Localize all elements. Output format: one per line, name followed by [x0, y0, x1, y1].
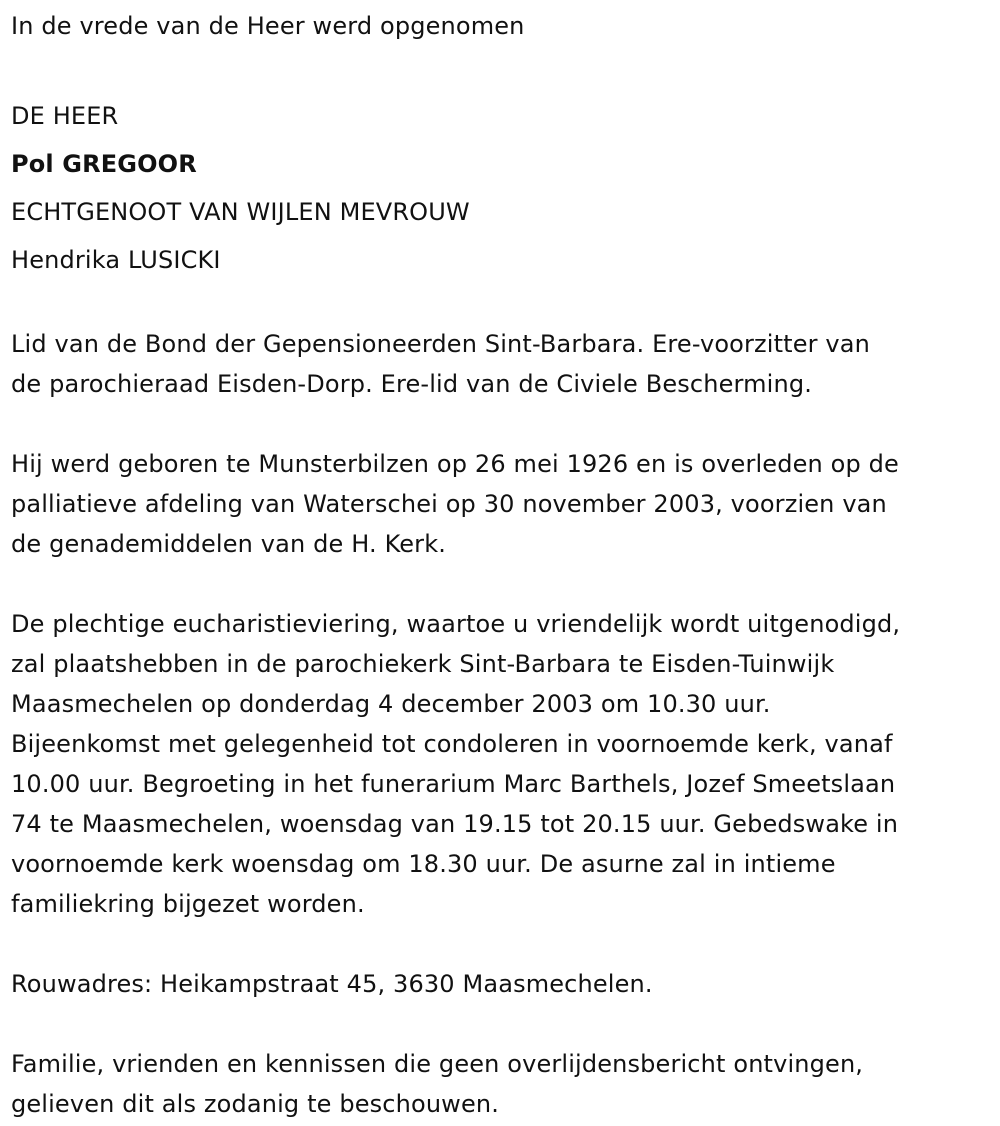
spacer: [11, 1004, 991, 1044]
opening-line: In de vrede van de Heer werd opgenomen: [11, 12, 525, 40]
title-prefix: DE HEER: [11, 102, 119, 130]
mourning-address: Rouwadres: Heikampstraat 45, 3630 Maasmechelen.: [11, 970, 653, 998]
ceremony-line: 74 te Maasmechelen, woensdag van 19.15 tot 20.15 uur. Gebedswake in: [11, 810, 899, 838]
ceremony-line: voornoemde kerk woensdag om 18.30 uur. De asurne zal in intieme: [11, 850, 836, 878]
ceremony-paragraph: [11, 604, 991, 924]
spacer: [11, 924, 991, 964]
memberships-line: de parochieraad Eisden-Dorp. Ere-lid van de Civiele Bescherming.: [11, 370, 813, 398]
birth-death-paragraph: [11, 444, 991, 564]
closing-line: Familie, vrienden en kennissen die geen overlijdensbericht ontvingen,: [11, 1050, 864, 1078]
ceremony-line: Bijeenkomst met gelegenheid tot condoleren in voornoemde kerk, vanaf: [11, 730, 893, 758]
spacer: [11, 284, 991, 324]
ceremony-line: 10.00 uur. Begroeting in het funerarium Marc Barthels, Jozef Smeetslaan: [11, 770, 896, 798]
deceased-name: Pol GREGOOR: [11, 150, 197, 178]
closing-line: gelieven dit als zodanig te beschouwen.: [11, 1090, 500, 1118]
spacer: [11, 564, 991, 604]
name-block: [11, 92, 991, 284]
birth-death-line: de genademiddelen van de H. Kerk.: [11, 530, 447, 558]
spacer: [11, 46, 991, 86]
ceremony-line: zal plaatshebben in de parochiekerk Sint-Barbara te Eisden-Tuinwijk: [11, 650, 835, 678]
spouse-label: ECHTGENOOT VAN WIJLEN MEVROUW: [11, 198, 470, 226]
ceremony-line: De plechtige eucharistieviering, waartoe u vriendelijk wordt uitgenodigd,: [11, 610, 901, 638]
spouse-name: Hendrika LUSICKI: [11, 246, 221, 274]
ceremony-line: Maasmechelen op donderdag 4 december 2003 om 10.30 uur.: [11, 690, 771, 718]
spacer: [11, 404, 991, 444]
birth-death-line: palliatieve afdeling van Waterschei op 30 november 2003, voorzien van: [11, 490, 887, 518]
closing-paragraph: [11, 1044, 991, 1124]
obituary-notice: [11, 0, 991, 1124]
ceremony-line: familiekring bijgezet worden.: [11, 890, 365, 918]
memberships-paragraph: [11, 324, 991, 404]
birth-death-line: Hij werd geboren te Munsterbilzen op 26 mei 1926 en is overleden op de: [11, 450, 899, 478]
memberships-line: Lid van de Bond der Gepensioneerden Sint-Barbara. Ere-voorzitter van: [11, 330, 870, 358]
